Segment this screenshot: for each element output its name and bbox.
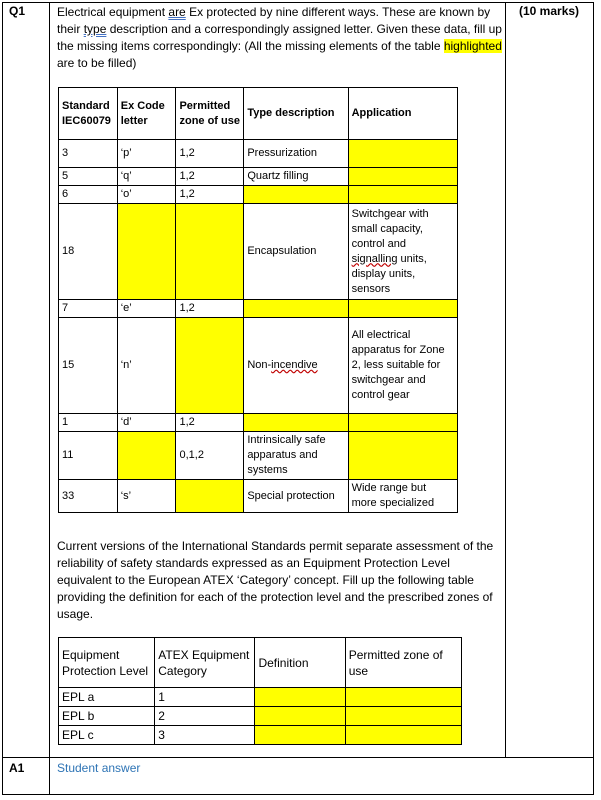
table-row: EPL c 3 bbox=[59, 726, 462, 745]
answer-cell[interactable] bbox=[348, 414, 457, 432]
answer-cell[interactable] bbox=[255, 688, 345, 707]
answer-cell[interactable] bbox=[176, 480, 244, 513]
answer-cell[interactable] bbox=[244, 186, 348, 204]
table-row: 3 ‘p’ 1,2 Pressurization bbox=[59, 140, 458, 168]
answer-cell[interactable] bbox=[348, 432, 457, 480]
table-row: 5 ‘q’ 1,2 Quartz filling bbox=[59, 168, 458, 186]
epl-table bbox=[58, 637, 462, 745]
header-definition: Definition bbox=[255, 638, 345, 688]
header-permitted-zone: Permitted zone of use bbox=[345, 638, 461, 688]
answer-cell[interactable] bbox=[255, 726, 345, 745]
header-application: Application bbox=[348, 88, 457, 140]
header-atex: ATEX Equipment Category bbox=[155, 638, 255, 688]
answer-cell[interactable] bbox=[244, 300, 348, 318]
table-row: 18 Encapsulation Switchgear with small capacity, control and signalling units, display units, sensors bbox=[59, 204, 458, 300]
question-number: Q1 bbox=[9, 4, 26, 18]
answer-cell[interactable] bbox=[345, 726, 461, 745]
answer-cell[interactable] bbox=[345, 688, 461, 707]
protection-types-table bbox=[58, 87, 458, 513]
answer-cell[interactable] bbox=[117, 204, 176, 300]
answer-cell[interactable] bbox=[348, 168, 457, 186]
answer-number: A1 bbox=[9, 761, 25, 775]
answer-cell[interactable] bbox=[348, 300, 457, 318]
header-epl: Equipment Protection Level bbox=[59, 638, 155, 688]
answer-cell[interactable] bbox=[345, 707, 461, 726]
epl-intro: Current versions of the International Standards permit separate assessment of the reliability of safety standards expressed as an Equipment Protection Level equivalent to the European ATEX ‘Category’ concept. Fill up the following table providing the definition for each of the protection level and the prescribed zones of usage. bbox=[57, 539, 494, 621]
table-row: EPL b 2 bbox=[59, 707, 462, 726]
answer-cell[interactable] bbox=[176, 204, 244, 300]
answer-cell[interactable] bbox=[117, 432, 176, 480]
answer-cell[interactable] bbox=[255, 707, 345, 726]
table-row: 6 ‘o’ 1,2 bbox=[59, 186, 458, 204]
table-row: 7 ‘e’ 1,2 bbox=[59, 300, 458, 318]
table-row: 15 ‘n’ Non-incendive All electrical apparatus for Zone 2, less suitable for switchgear and control gear bbox=[59, 318, 458, 414]
header-zone: Permitted zone of use bbox=[176, 88, 244, 140]
header-type: Type description bbox=[244, 88, 348, 140]
answer-cell[interactable] bbox=[244, 414, 348, 432]
question-marks: (10 marks) bbox=[519, 4, 580, 18]
table-row: 11 0,1,2 Intrinsically safe apparatus and systems bbox=[59, 432, 458, 480]
header-standard: Standard IEC60079 bbox=[59, 88, 118, 140]
answer-cell[interactable] bbox=[348, 140, 457, 168]
col-divider-right bbox=[505, 2, 506, 758]
header-code: Ex Code letter bbox=[117, 88, 176, 140]
row-divider bbox=[2, 757, 594, 758]
answer-cell[interactable] bbox=[176, 318, 244, 414]
table-row: EPL a 1 bbox=[59, 688, 462, 707]
student-answer-field[interactable]: Student answer bbox=[57, 761, 141, 775]
answer-cell[interactable] bbox=[348, 186, 457, 204]
table-row: 33 ‘s’ Special protection Wide range but more specialized bbox=[59, 480, 458, 513]
question-intro: Electrical equipment are Ex protected by nine different ways. These are known by their type description and a correspondingly assigned letter. Given these data, fill up the missing items correspondingly: (All the missing elements of the table highlighted are to be filled) bbox=[57, 5, 502, 70]
table-row: 1 ‘d’ 1,2 bbox=[59, 414, 458, 432]
col-divider-left bbox=[49, 2, 50, 795]
highlight-word: highlighted bbox=[443, 39, 502, 53]
